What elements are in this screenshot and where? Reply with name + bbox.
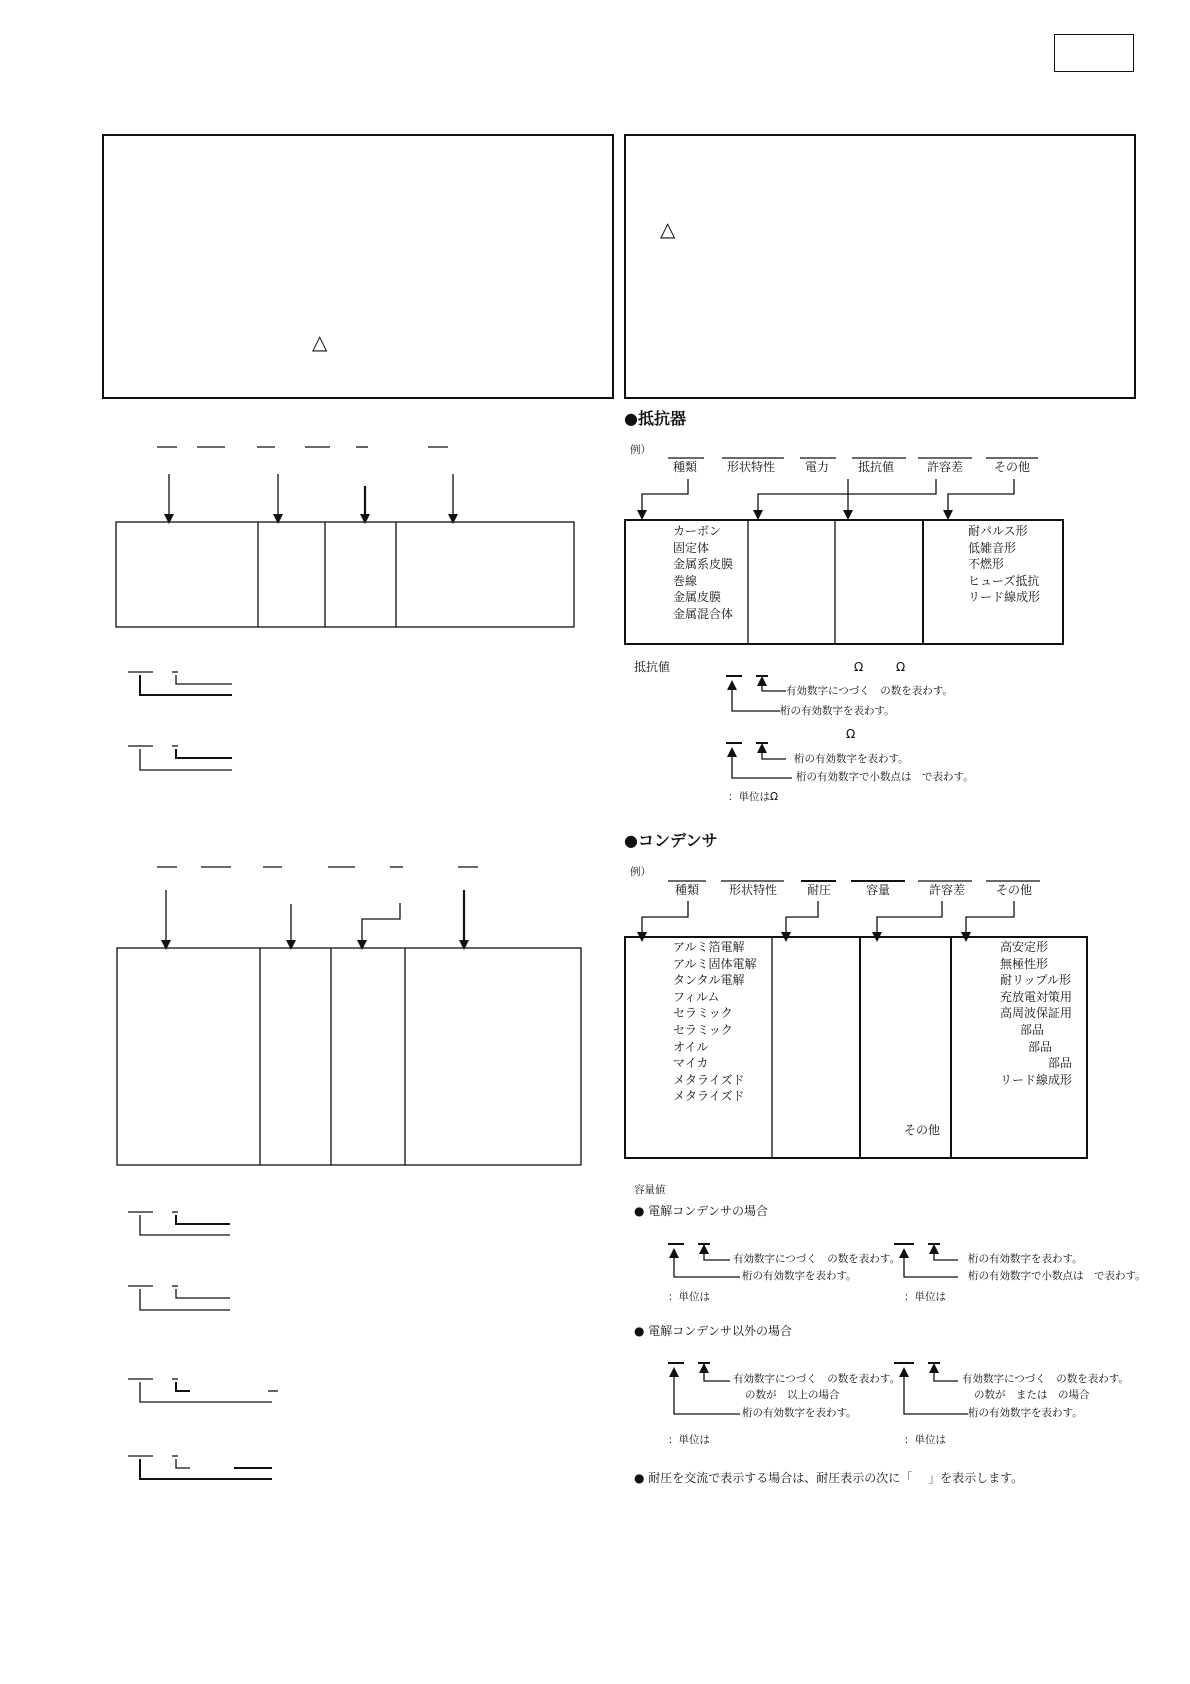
list-item: 巻線 <box>673 573 698 588</box>
resistor-unit: ：単位はΩ <box>728 791 779 803</box>
capacitor-example: 例） <box>630 866 651 878</box>
resistor-field-type: 種類 <box>673 460 698 474</box>
list-item: リード線成形 <box>1000 1072 1073 1087</box>
omega-label: Ω <box>854 660 864 674</box>
capacitor-note: 有効数字につづく の数を表わす。 <box>962 1373 1129 1385</box>
list-item: メタライズド <box>673 1089 745 1104</box>
capacitor-field-shape: 形状特性 <box>729 883 778 897</box>
list-item: セラミック <box>673 1006 733 1021</box>
capacitor-field-capacity: 容量 <box>866 883 891 897</box>
caution-triangle-icon: △ <box>660 217 676 241</box>
capacitor-note: 桁の有効数字を表わす。 <box>742 1270 857 1282</box>
list-item: 不燃形 <box>968 557 1005 572</box>
capacitor-note: 桁の有効数字を表わす。 <box>968 1407 1083 1419</box>
resistor-field-value: 抵抗値 <box>858 460 895 474</box>
capacitor-unit: ：単位は <box>904 1291 946 1303</box>
resistor-heading: ●抵抗器 <box>624 409 686 428</box>
list-item: 高安定形 <box>1000 940 1049 954</box>
list-item: タンタル電解 <box>673 973 745 988</box>
list-item: フィルム <box>673 989 720 1004</box>
list-item: オイル <box>673 1039 709 1054</box>
list-item: 金属混合体 <box>673 606 734 621</box>
caution-triangle-icon: △ <box>312 330 328 354</box>
capacitor-unit: ：単位は <box>668 1434 710 1446</box>
non-electrolytic-heading: ● 電解コンデンサ以外の場合 <box>634 1324 793 1338</box>
resistor-note: 有効数字につづく の数を表わす。 <box>786 685 953 697</box>
capacitor-note: 桁の有効数字を表わす。 <box>742 1407 857 1419</box>
capacity-value-label: 容量値 <box>634 1184 666 1196</box>
list-item: 金属皮膜 <box>673 590 722 605</box>
ac-voltage-note: ● 耐圧を交流で表示する場合は、耐圧表示の次に「 」を表示します。 <box>634 1471 1024 1485</box>
electrolytic-heading: ● 電解コンデンサの場合 <box>634 1204 769 1218</box>
capacitor-heading: ●コンデンサ <box>624 831 718 850</box>
capacitor-note: 有効数字につづく の数を表わす。 <box>733 1373 900 1385</box>
list-item: ヒューズ抵抗 <box>968 573 1040 588</box>
capacitor-field-type: 種類 <box>675 883 700 897</box>
capacitor-unit: ：単位は <box>904 1434 946 1446</box>
capacitor-note: 有効数字につづく の数を表わす。 <box>733 1253 900 1265</box>
list-item: マイカ <box>673 1056 709 1071</box>
list-item: 耐パルス形 <box>968 524 1028 538</box>
list-item: 固定体 <box>673 540 710 555</box>
resistor-note: 桁の有効数字を表わす。 <box>780 705 895 717</box>
list-item: 無極性形 <box>1000 956 1049 971</box>
list-item: 部品 <box>1028 1039 1053 1054</box>
resistor-example: 例） <box>630 444 651 456</box>
list-item: メタライズド <box>673 1072 745 1087</box>
resistor-note: 桁の有効数字を表わす。 <box>794 753 909 765</box>
capacitor-field-other: その他 <box>996 883 1033 897</box>
resistor-field-other: その他 <box>994 460 1031 474</box>
capacitor-type-list <box>673 939 757 1105</box>
capacitor-note: 桁の有効数字を表わす。 <box>968 1253 1083 1265</box>
list-item: 高周波保証用 <box>1000 1006 1073 1021</box>
omega-label: Ω <box>846 727 856 741</box>
list-item: 金属系皮膜 <box>673 557 734 572</box>
list-item: カーボン <box>673 524 722 538</box>
capacitor-unit: ：単位は <box>668 1291 710 1303</box>
resistor-field-shape: 形状特性 <box>727 460 776 474</box>
list-item: 充放電対策用 <box>1000 989 1073 1004</box>
capacitor-note: 桁の有効数字で小数点は で表わす。 <box>968 1270 1146 1282</box>
tolerance-other: その他 <box>904 1123 941 1137</box>
resistor-value-label: 抵抗値 <box>634 660 671 674</box>
list-item: リード線成形 <box>968 590 1041 605</box>
list-item: 部品 <box>1048 1056 1073 1071</box>
capacitor-field-voltage: 耐圧 <box>807 883 832 897</box>
capacitor-other-list <box>1000 939 1072 1088</box>
list-item: セラミック <box>673 1022 733 1037</box>
list-item: アルミ固体電解 <box>673 956 757 971</box>
omega-label: Ω <box>896 660 906 674</box>
list-item: 耐リップル形 <box>1000 973 1072 988</box>
list-item: 部品 <box>1020 1022 1045 1037</box>
capacitor-field-tolerance: 許容差 <box>929 883 966 897</box>
resistor-note: 桁の有効数字で小数点は で表わす。 <box>796 771 974 783</box>
capacitor-note: の数が または の場合 <box>974 1389 1090 1401</box>
resistor-field-power: 電力 <box>805 460 830 474</box>
resistor-field-tolerance: 許容差 <box>927 460 964 474</box>
list-item: アルミ箔電解 <box>673 940 745 954</box>
capacitor-note: の数が 以上の場合 <box>745 1389 840 1401</box>
list-item: 低雑音形 <box>968 540 1017 555</box>
